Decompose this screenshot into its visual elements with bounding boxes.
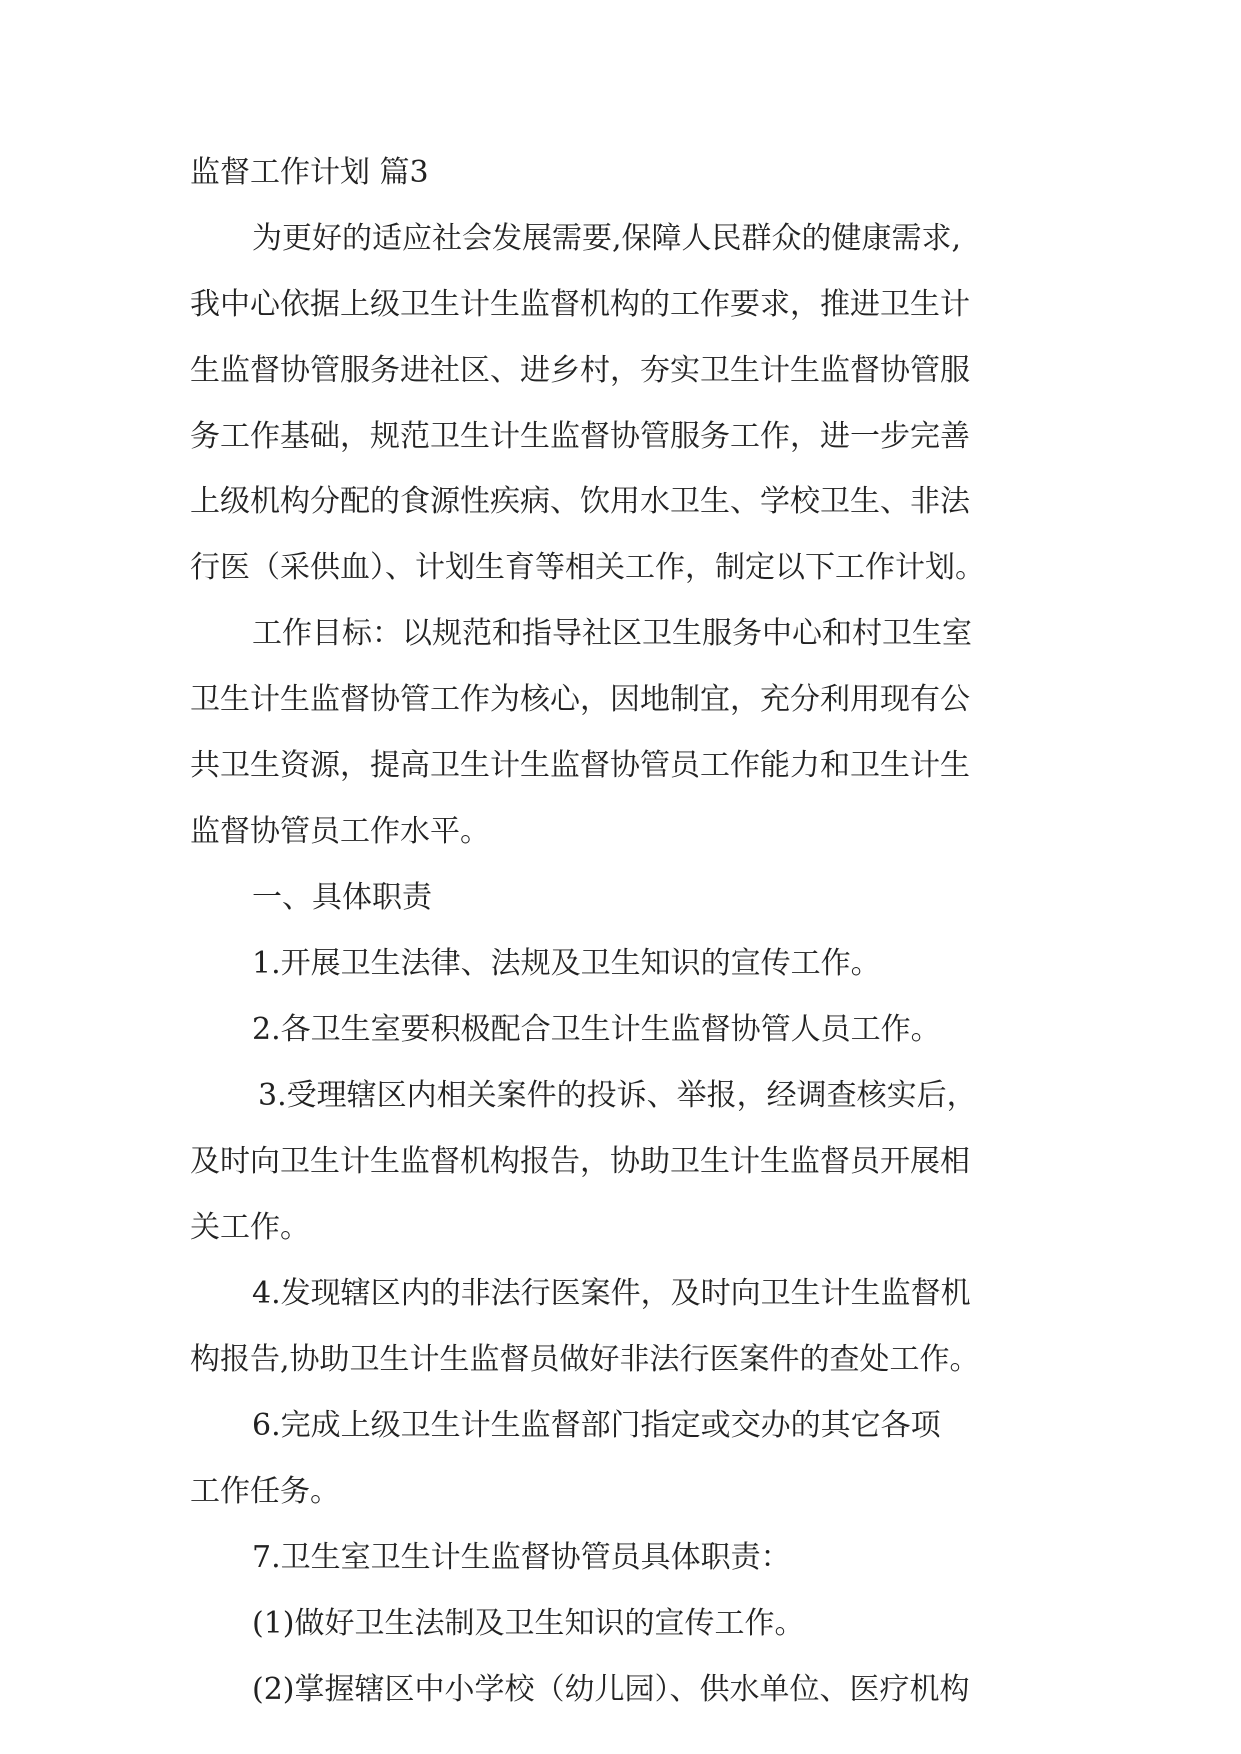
list-item: 3.受理辖区内相关案件的投诉、举报，经调查核实后，	[258, 1078, 977, 1113]
text-line: 卫生计生监督协管工作为核心，因地制宜，充分利用现有公	[190, 682, 970, 717]
text-line: 共卫生资源，提高卫生计生监督协管员工作能力和卫生计生	[190, 748, 970, 783]
list-item: 6.完成上级卫生计生监督部门指定或交办的其它各项	[252, 1408, 941, 1443]
text-line: 我中心依据上级卫生计生监督机构的工作要求，推进卫生计	[190, 287, 970, 322]
text-line: 工作任务。	[190, 1474, 340, 1509]
text-line: 工作目标：以规范和指导社区卫生服务中心和村卫生室	[252, 616, 972, 651]
list-item: 2.各卫生室要积极配合卫生计生监督协管人员工作。	[252, 1012, 941, 1047]
text-line: 构报告,协助卫生计生监督员做好非法行医案件的查处工作。	[190, 1342, 980, 1377]
document-title: 监督工作计划 篇3	[190, 155, 429, 190]
text-line: 及时向卫生计生监督机构报告，协助卫生计生监督员开展相	[190, 1144, 970, 1179]
text-line: 务工作基础，规范卫生计生监督协管服务工作，进一步完善	[190, 419, 970, 454]
text-line: 为更好的适应社会发展需要,保障人民群众的健康需求,	[252, 221, 962, 256]
list-item: 1.开展卫生法律、法规及卫生知识的宣传工作。	[252, 946, 881, 981]
text-line: 关工作。	[190, 1210, 310, 1245]
list-item: 7.卫生室卫生计生监督协管员具体职责：	[252, 1540, 791, 1575]
text-line: 生监督协管服务进社区、进乡村，夯实卫生计生监督协管服	[190, 353, 970, 388]
list-item: 4.发现辖区内的非法行医案件，及时向卫生计生监督机	[252, 1276, 971, 1311]
text-line: 行医（采供血）、计划生育等相关工作，制定以下工作计划。	[190, 550, 985, 585]
list-item: (1)做好卫生法制及卫生知识的宣传工作。	[252, 1606, 805, 1641]
text-line: 上级机构分配的食源性疾病、饮用水卫生、学校卫生、非法	[190, 484, 970, 519]
text-line: 监督协管员工作水平。	[190, 814, 490, 849]
list-item: (2)掌握辖区中小学校（幼儿园）、供水单位、医疗机构	[252, 1672, 970, 1707]
section-heading: 一、具体职责	[252, 880, 432, 915]
